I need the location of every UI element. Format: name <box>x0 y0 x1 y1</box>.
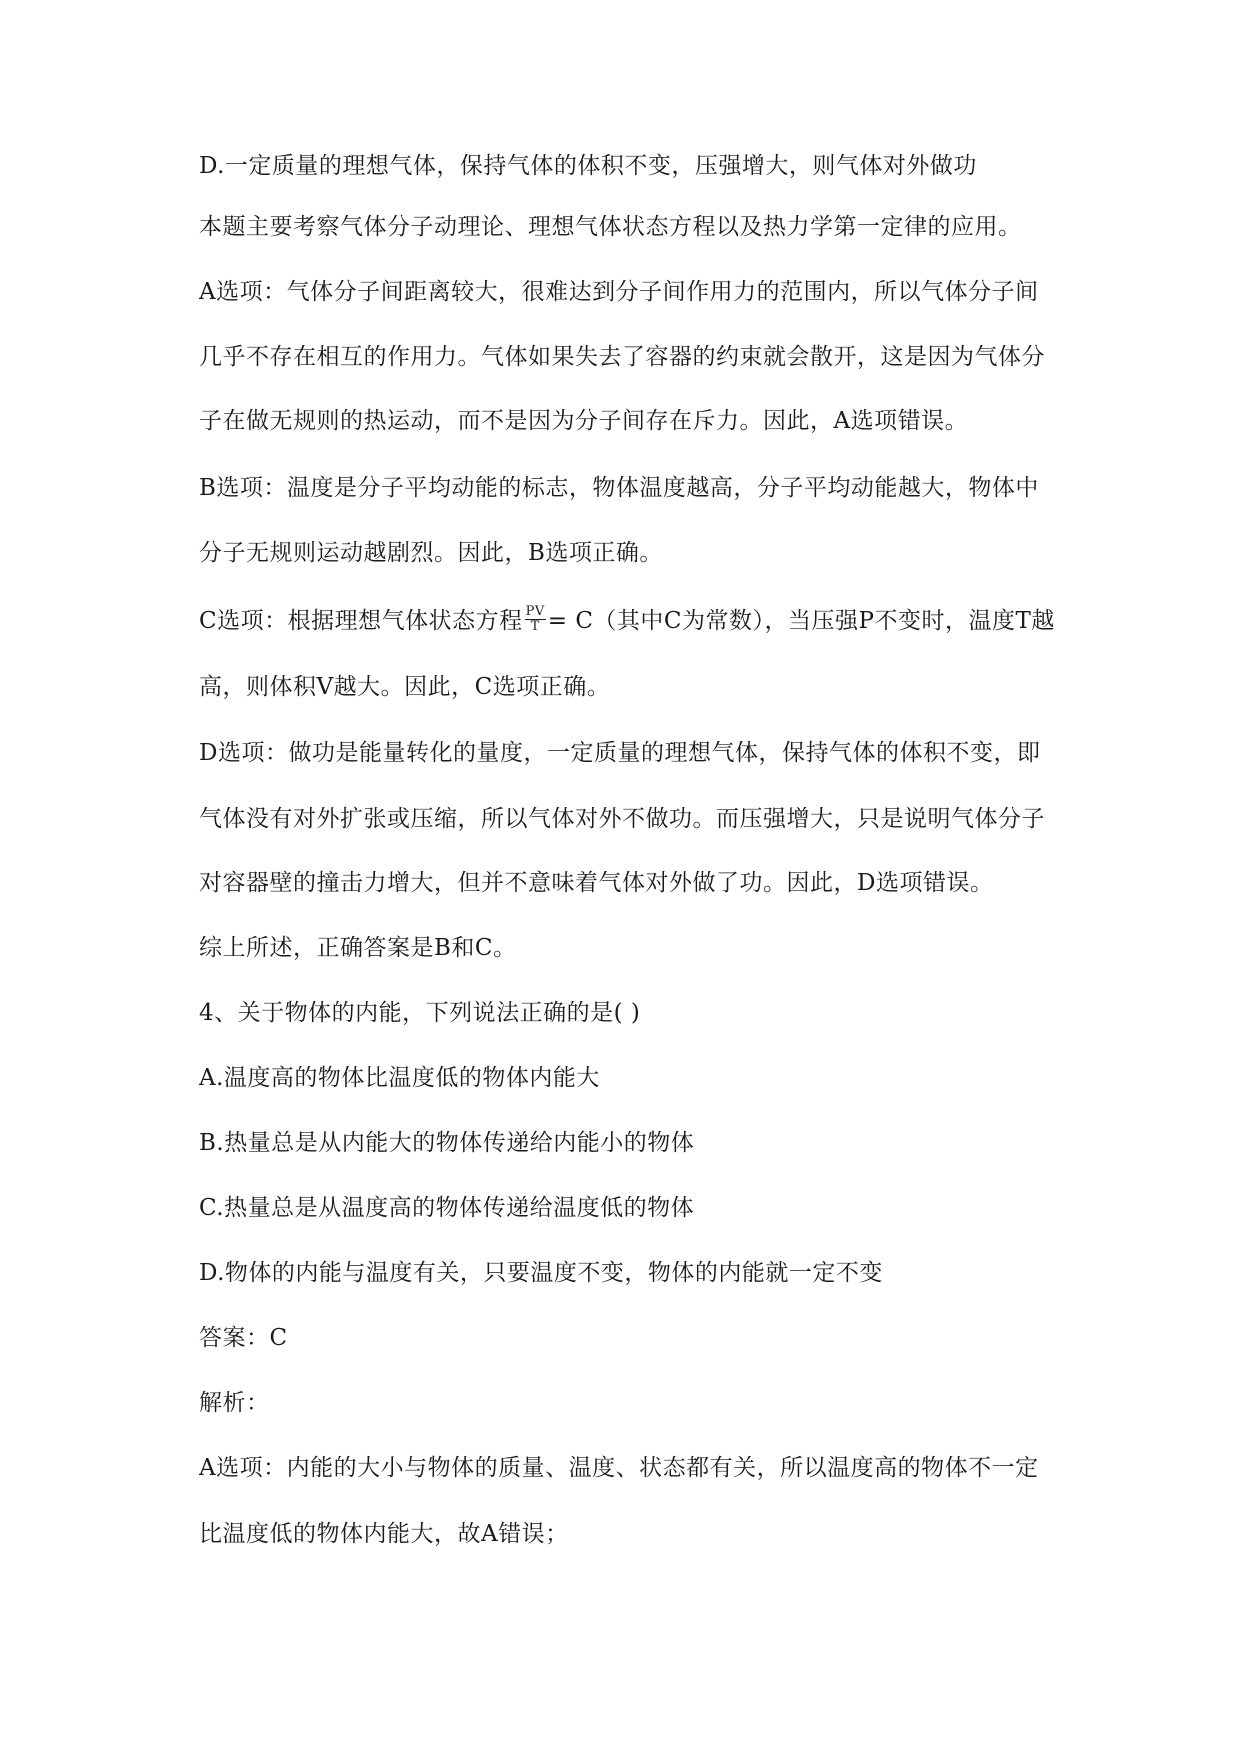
question-4-option-c: C.热量总是从温度高的物体传递给温度低的物体 <box>199 1195 695 1221</box>
analysis-c-text-after: = C（其中C为常数），当压强P不变时，温度T越 <box>547 608 1055 634</box>
question-4-option-b: B.热量总是从内能大的物体传递给内能小的物体 <box>199 1130 695 1156</box>
analysis-b-line-2: 分子无规则运动越剧烈。因此，B选项正确。 <box>199 540 663 566</box>
analysis-d-line-3: 对容器壁的撞击力增大，但并不意味着气体对外做了功。因此，D选项错误。 <box>199 870 994 896</box>
explanation-a-line-2: 比温度低的物体内能大，故A错误； <box>199 1521 569 1547</box>
conclusion: 综上所述，正确答案是B和C。 <box>199 935 517 961</box>
analysis-b-line-1: B选项：温度是分子平均动能的标志，物体温度越高，分子平均动能越大，物体中 <box>199 475 1039 501</box>
explanation-heading: 解析： <box>199 1390 270 1416</box>
question-4-option-d: D.物体的内能与温度有关，只要温度不变，物体的内能就一定不变 <box>199 1260 883 1286</box>
answer: 答案：C <box>199 1325 288 1351</box>
question-4-stem: 4、关于物体的内能，下列说法正确的是( ) <box>199 1000 641 1026</box>
analysis-c-line-2: 高，则体积V越大。因此，C选项正确。 <box>199 674 611 700</box>
analysis-a-line-3: 子在做无规则的热运动，而不是因为分子间存在斥力。因此，A选项错误。 <box>199 408 969 434</box>
fraction-numerator: PV <box>525 603 545 619</box>
analysis-c-text-before: C选项：根据理想气体状态方程 <box>199 608 523 634</box>
question-4-option-a: A.温度高的物体比温度低的物体内能大 <box>199 1065 600 1091</box>
analysis-intro: 本题主要考察气体分子动理论、理想气体状态方程以及热力学第一定律的应用。 <box>199 214 1022 240</box>
analysis-d-line-1: D选项：做功是能量转化的量度，一定质量的理想气体，保持气体的体积不变，即 <box>199 740 1041 766</box>
analysis-d-line-2: 气体没有对外扩张或压缩，所以气体对外不做功。而压强增大，只是说明气体分子 <box>199 806 1045 832</box>
analysis-c-line-1 <box>199 603 1099 637</box>
analysis-a-line-2: 几乎不存在相互的作用力。气体如果失去了容器的约束就会散开，这是因为气体分 <box>199 344 1045 370</box>
explanation-a-line-1: A选项：内能的大小与物体的质量、温度、状态都有关，所以温度高的物体不一定 <box>199 1455 1039 1481</box>
fraction-denominator: T <box>530 618 540 634</box>
ideal-gas-fraction <box>525 605 546 634</box>
analysis-a-line-1: A选项：气体分子间距离较大，很难达到分子间作用力的范围内，所以气体分子间 <box>199 279 1039 305</box>
option-d-statement: D.一定质量的理想气体，保持气体的体积不变，压强增大，则气体对外做功 <box>199 153 977 179</box>
